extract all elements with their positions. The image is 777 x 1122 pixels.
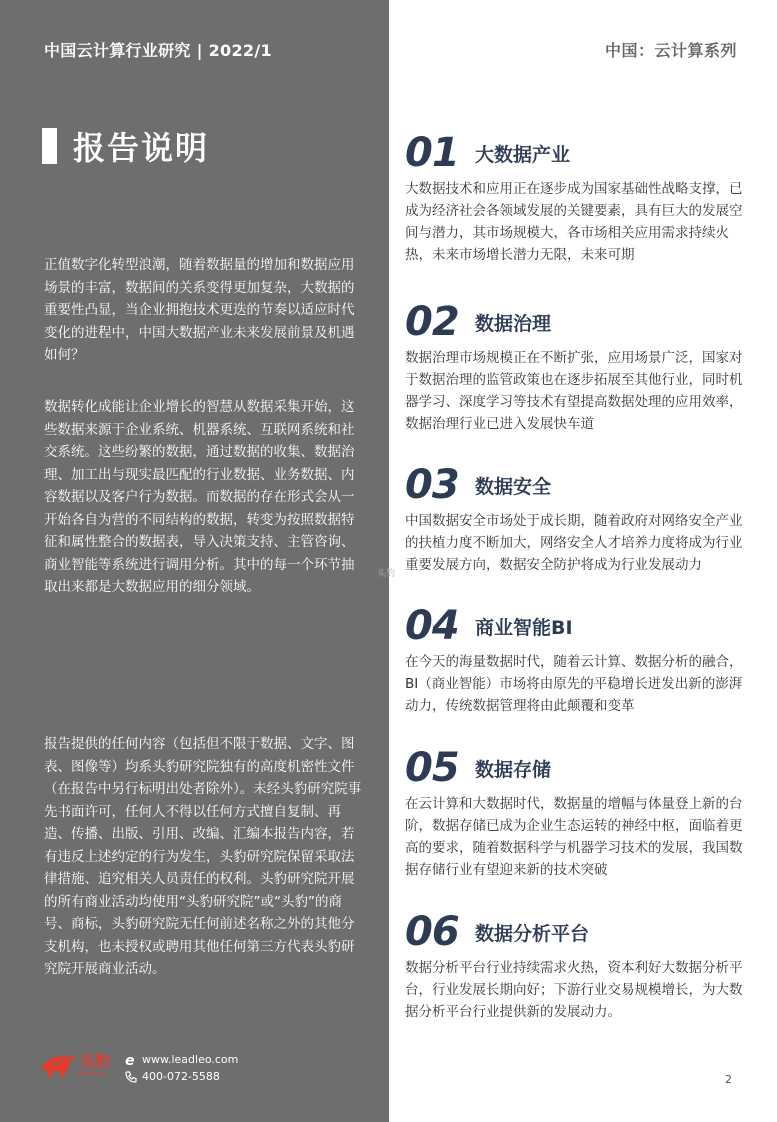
leadleo-logo[interactable] [40,1049,110,1079]
section-title: 大数据产业 [475,143,571,166]
section-number: 04 [405,603,459,649]
website-row[interactable] [124,1051,238,1068]
logo-subtext: LeadLeo [78,1070,107,1077]
section-number: 05 [405,745,459,791]
phone-icon [124,1070,138,1084]
phone-number[interactable]: 400-072-5588 [142,1070,220,1083]
section-header [405,603,743,649]
section-body: 中国数据安全市场处于成长期，随着政府对网络安全产业的扶植力度不断加大，网络安全人才培养力度将成为行业重要发展方向，数据安全防护将成为行业发展动力 [405,513,743,573]
logo-wordmark [78,1051,110,1077]
section-business-intelligence [405,603,743,717]
leopard-logo-icon [40,1049,78,1079]
browser-e-icon [124,1053,138,1067]
section-header [405,299,743,345]
section-data-storage [405,745,743,881]
section-body: 数据分析平台行业持续需求火热，资本利好大数据分析平台，行业发展长期向好；下游行业交易规模增长，为大数据分析平台行业提供新的发展动力。 [405,960,743,1020]
footer-contact [124,1051,238,1085]
section-header [405,462,743,508]
phone-row[interactable] [124,1068,238,1085]
website-link[interactable]: www.leadleo.com [142,1053,239,1066]
report-series-title: 中国云计算行业研究 | 2022/1 [44,41,272,60]
report-title-block [42,126,209,166]
disclaimer-paragraph: 报告提供的任何内容（包括但不限于数据、文字、图表、图像等）均系头豹研究院独有的高度机密性文件（在报告中另行标明出处者除外）。未经头豹研究院事先书面许可，任何人不得以任何方式擅自复制、再造、传播、出版、引用、改编、汇编本报告内容，若有违反上述约定的行为发生，头豹研究院保留采取法律措施、追究相关人员责任的权利。头豹研究院开展的所有商业活动均使用“头豹研究院”或“头豹”的商号、商标，头豹研究院无任何前述名称之外的其他分支机构，也未授权或聘用其他任何第三方代表头豹研究院开展商业活动。 [44,736,362,977]
svg-text:e: e [125,1052,135,1067]
section-number: 06 [405,909,459,955]
section-big-data-industry [405,130,743,266]
watermark: 头豹 [377,569,396,579]
section-title: 数据分析平台 [475,922,590,945]
section-header [405,130,743,176]
section-data-security [405,462,743,576]
section-number: 01 [405,130,459,176]
title-accent-bar [42,128,57,164]
section-body: 在今天的海量数据时代，随着云计算、数据分析的融合，BI（商业智能）市场将由原先的平稳增长迸发出新的澎湃动力，传统数据管理将由此颠覆和变革 [405,654,743,714]
intro-paragraph: 正值数字化转型浪潮，随着数据量的增加和数据应用场景的丰富，数据间的关系变得更加复杂，大数据的重要性凸显，当企业拥抱技术更迭的节奏以适应时代变化的进程中，中国大数据产业未来发展前景及机遇如何？ [44,257,355,363]
data-flow-paragraph: 数据转化成能让企业增长的智慧从数据采集开始，这些数据来源于企业系统、机器系统、互联网系统和社交系统。这些纷繁的数据，通过数据的收集、数据治理、加工出与现实最匹配的行业数据、业务数据、内容数据以及客户行为数据。而数据的存在形式会从一开始各自为营的不同结构的数据，转变为按照数据特征和属性整合的数据表，导入决策支持、主管咨询、商业智能等系统进行调用分析。其中的每一个环节抽取出来都是大数据应用的细分领域。 [44,399,355,595]
section-number: 03 [405,462,459,508]
section-data-governance [405,299,743,435]
series-label: 中国：云计算系列 [604,41,737,60]
section-data-analytics-platform [405,909,743,1023]
section-title: 数据治理 [475,312,552,335]
section-header [405,909,743,955]
section-title: 商业智能BI [475,616,573,639]
page-number: 2 [725,1073,732,1086]
section-body: 数据治理市场规模正在不断扩张，应用场景广泛，国家对于数据治理的监管政策也在逐步拓展至其他行业，同时机器学习、深度学习等技术有望提高数据处理的应用效率，数据治理行业已进入发展快车道 [405,350,743,432]
section-title: 数据存储 [475,758,552,781]
section-header [405,745,743,791]
section-title: 数据安全 [475,475,552,498]
section-body: 大数据技术和应用正在逐步成为国家基础性战略支撑，已成为经济社会各领域发展的关键要素，具有巨大的发展空间与潜力，其市场规模大，各市场相关应用需求持续火热，未来市场增长潜力无限，未来可期 [405,181,743,263]
section-body: 在云计算和大数据时代，数据量的增幅与体量登上新的台阶，数据存储已成为企业生态运转的神经中枢，面临着更高的要求，随着数据科学与机器学习技术的发展，我国数据存储行业有望迎来新的技术突破 [405,796,743,878]
report-title: 报告说明 [73,129,210,167]
section-number: 02 [405,299,459,345]
logo-text: 头豹 [80,1052,111,1070]
